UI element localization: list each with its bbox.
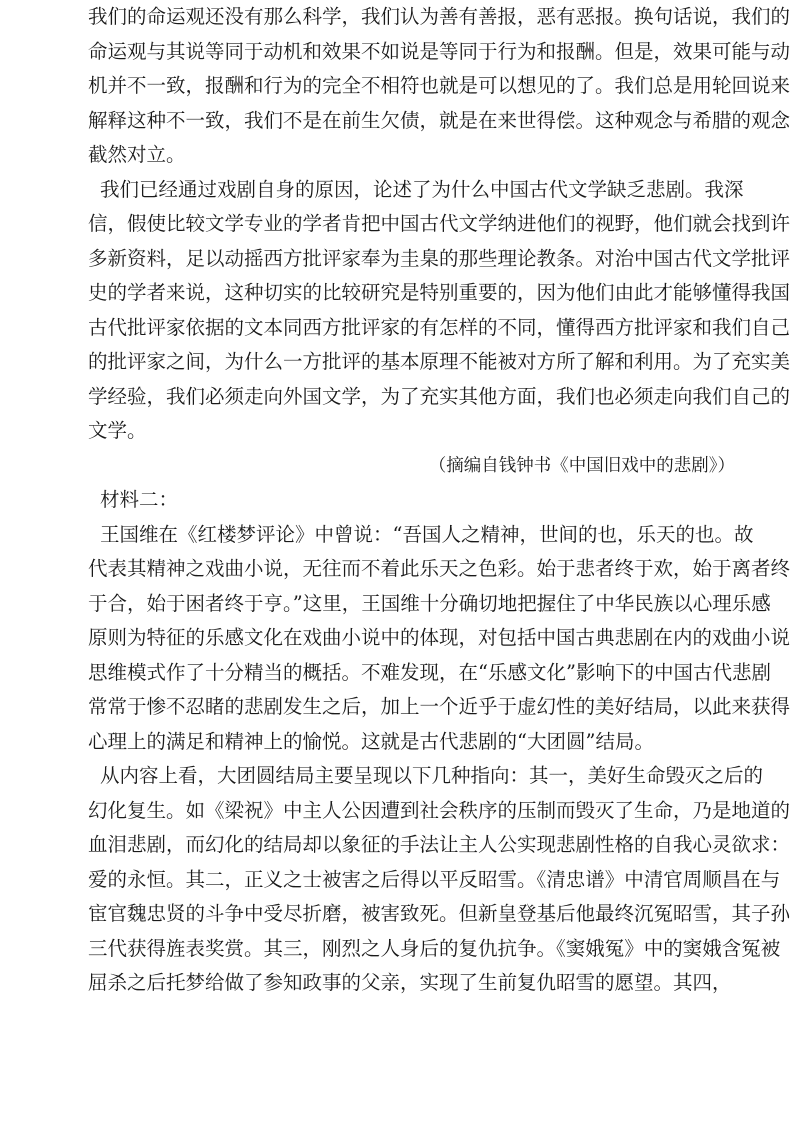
text-line: 从内容上看，大团圆结局主要呈现以下几种指向：其一，美好生命毁灭之后的: [100, 764, 764, 787]
text-line: 血泪悲剧，而幻化的结局却以象征的手法让主人公实现悲剧性格的自我心灵欲求：: [88, 833, 791, 856]
text-line: 屈杀之后托梦给做了参知政事的父亲，实现了生前复仇昭雪的愿望。其四，: [88, 971, 732, 994]
text-line: 多新资料，足以动摇西方批评家奉为圭臬的那些理论教条。对治中国古代文学批评: [88, 246, 791, 270]
text-line: 文学。: [88, 419, 147, 442]
paragraph: [88, 759, 791, 1001]
document-page: [88, 0, 791, 1001]
text-line: 常常于惨不忍睹的悲剧发生之后，加上一个近乎于虚幻性的美好结局，以此来获得: [88, 695, 791, 718]
text-line: 爱的永恒。其二，正义之士被害之后得以平反昭雪。《清忠谱》中清官周顺昌在与: [88, 867, 781, 891]
text-line: 于合，始于困者终于亨。”这里，王国维十分确切地把握住了中华民族以心理乐感: [88, 591, 771, 615]
paragraph: [88, 173, 791, 449]
text-line: 机并不一致，报酬和行为的完全不相符也就是可以想见的了。我们总是用轮回说来: [88, 74, 791, 97]
text-line: 思维模式作了十分精当的概括。不难发现，在“乐感文化”影响下的中国古代悲剧: [88, 660, 771, 684]
text-line: 三代获得旌表奖赏。其三，刚烈之人身后的复仇抗争。《窦娥冤》中的窦娥含冤被: [88, 936, 781, 960]
text-line: 截然对立。: [88, 143, 186, 166]
text-line: 原则为特征的乐感文化在戏曲小说中的体现，对包括中国古典悲剧在内的戏曲小说: [88, 626, 791, 649]
text-line: 我们的命运观还没有那么科学，我们认为善有善报，恶有恶报。换句话说，我们的: [88, 5, 791, 28]
text-line: 古代批评家依据的文本同西方批评家的有怎样的不同，懂得西方批评家和我们自己: [88, 315, 791, 339]
material-one-body: [88, 0, 791, 449]
text-line: 史的学者来说，这种切实的比较研究是特别重要的，因为他们由此才能够懂得我国: [88, 281, 791, 304]
text-line: 王国维在《红楼梦评论》中曾说：“吾国人之精神，世间的也，乐天的也。故: [100, 522, 754, 546]
source-citation: （摘编自钱钟书《中国旧戏中的悲剧》）: [428, 455, 735, 476]
text-line: 幻化复生。如《梁祝》中主人公因遭到社会秩序的压制而毁灭了生命，乃是地道的: [88, 798, 791, 822]
material-two-body: [88, 518, 791, 1001]
text-line: 心理上的满足和精神上的愉悦。这就是古代悲剧的“大团圆”结局。: [88, 729, 654, 753]
text-line: 学经验，我们必须走向外国文学，为了充实其他方面，我们也必须走向我们自己的: [88, 384, 791, 408]
text-line: 代表其精神之戏曲小说，无往而不着此乐天之色彩。始于悲者终于欢，始于离者终: [88, 557, 791, 580]
paragraph: [88, 518, 791, 760]
text-line: 我们已经通过戏剧自身的原因，论述了为什么中国古代文学缺乏悲剧。我深: [100, 177, 744, 201]
text-line: 信，假使比较文学专业的学者肯把中国古代文学纳进他们的视野，他们就会找到许: [88, 212, 791, 235]
material-two-label: 材料二：: [100, 488, 179, 511]
paragraph: [88, 0, 791, 173]
text-line: 命运观与其说等同于动机和效果不如说是等同于行为和报酬。但是，效果可能与动: [88, 39, 791, 63]
text-line: 解释这种不一致，我们不是在前生欠债，就是在来世得偿。这种观念与希腊的观念: [88, 108, 791, 132]
text-line: 宦官魏忠贤的斗争中受尽折磨，被害致死。但新皇登基后他最终沉冤昭雪，其子孙: [88, 902, 791, 925]
text-line: 的批评家之间，为什么一方批评的基本原理不能被对方所了解和利用。为了充实美: [88, 350, 791, 373]
